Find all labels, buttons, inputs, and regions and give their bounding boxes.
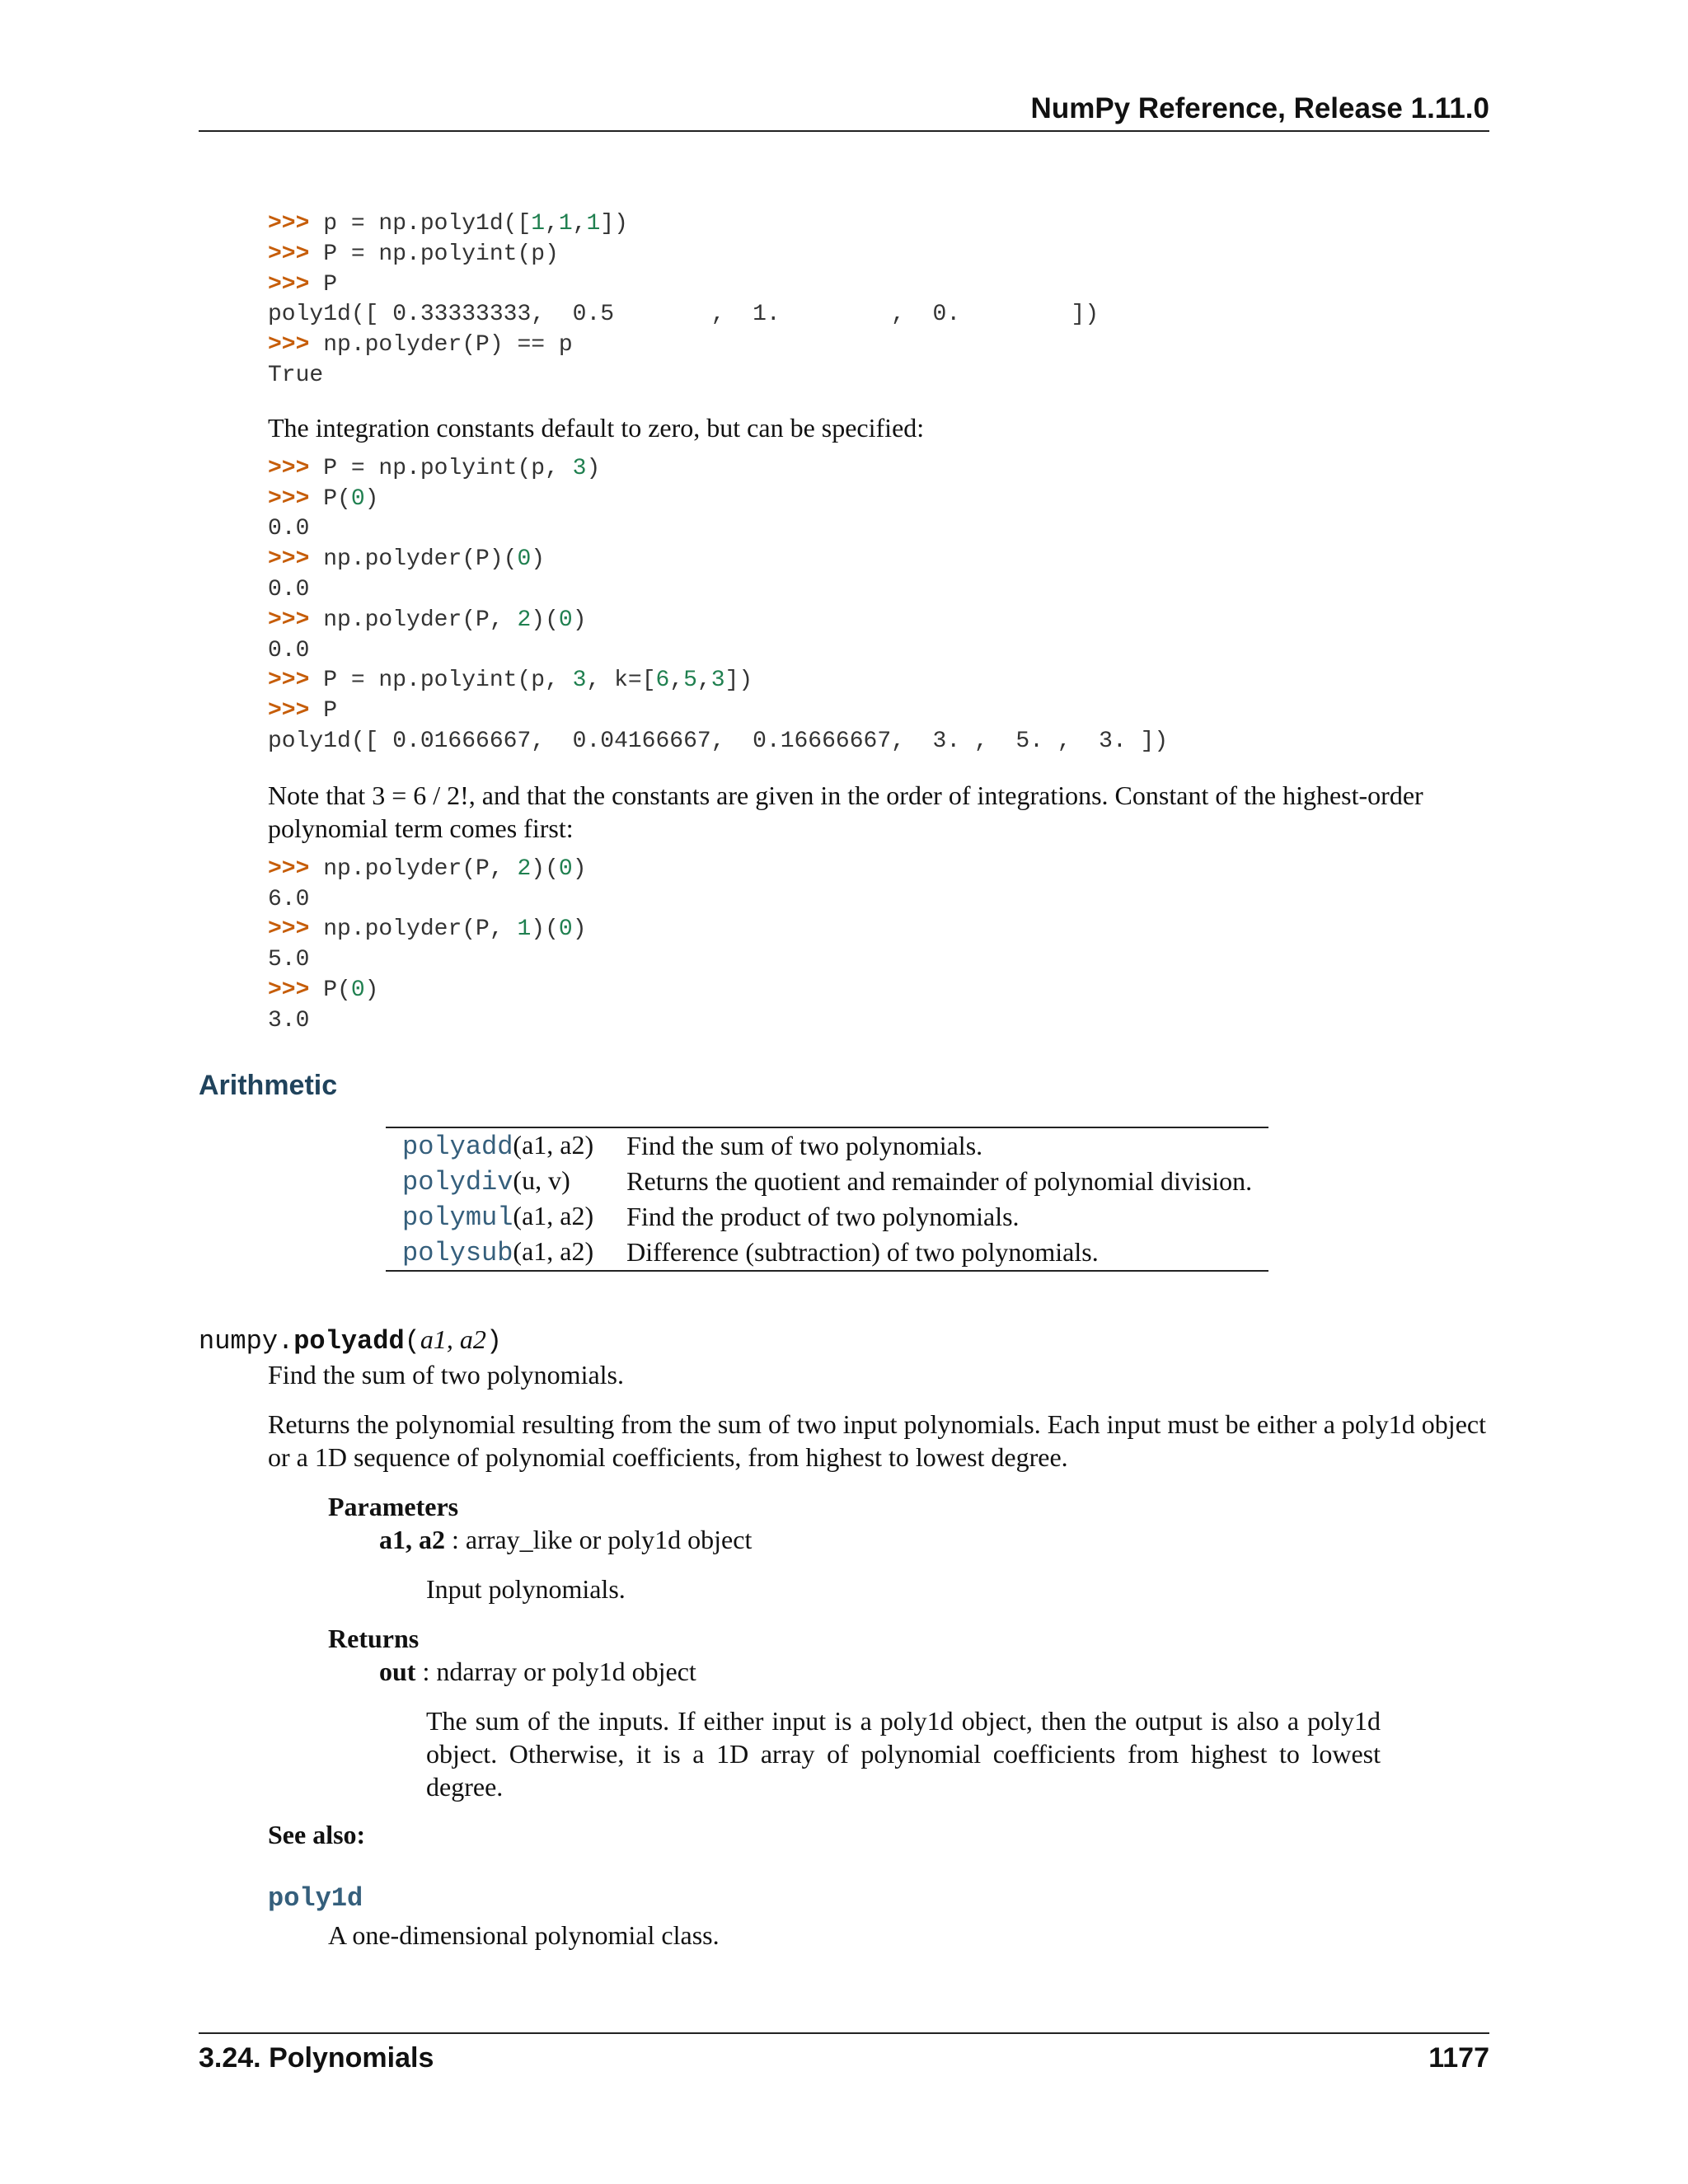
function-link-polysub[interactable]: polysub <box>402 1237 513 1268</box>
signature-args: a1, a2 <box>420 1324 486 1354</box>
function-cell <box>386 1164 610 1199</box>
function-body <box>268 1358 1489 1952</box>
signature-name: polyadd <box>293 1325 405 1357</box>
note-paragraph: Note that 3 = 6 / 2!, and that the constants are given in the order of integrations. Constant of the highest-order polynomial term comes first: <box>268 780 1423 843</box>
intro-paragraph: The integration constants default to zero, but can be specified: <box>268 412 925 443</box>
function-description: Find the sum of two polynomials. <box>626 1131 983 1161</box>
parameters-heading: Parameters <box>328 1491 459 1521</box>
footer-page-number: 1177 <box>1428 2042 1489 2074</box>
signature-open-paren: ( <box>404 1325 420 1357</box>
see-also-description: A one-dimensional polynomial class. <box>328 1919 720 1950</box>
signature-module: numpy. <box>199 1325 294 1357</box>
table-row <box>386 1199 1268 1235</box>
parameter-type: array_like or poly1d object <box>465 1524 753 1554</box>
summary-line: Find the sum of two polynomials. <box>268 1359 624 1390</box>
function-cell <box>386 1127 610 1164</box>
section-title: Arithmetic <box>199 1069 338 1101</box>
function-description: Difference (subtraction) of two polynomials. <box>626 1237 1099 1268</box>
signature-close-paren: ) <box>485 1325 503 1357</box>
return-type: ndarray or poly1d object <box>436 1656 696 1686</box>
parameter-description: Input polynomials. <box>426 1573 626 1604</box>
page-content <box>199 209 1489 1952</box>
function-description: Find the product of two polynomials. <box>626 1202 1020 1232</box>
function-cell <box>386 1199 610 1235</box>
parameter-name: a1, a2 <box>379 1524 445 1554</box>
see-also-entry <box>268 1882 1489 1919</box>
function-link-polymul[interactable]: polymul <box>402 1202 513 1233</box>
parameter-entry <box>379 1523 1489 1556</box>
summary-table <box>386 1127 1268 1272</box>
page-footer <box>199 2032 1489 2074</box>
description-paragraph: Returns the polynomial resulting from the sum of two input polynomials. Each input must be either a poly1d object or a 1D sequence of polynomial coefficients, from highest to lowest degree. <box>268 1408 1486 1472</box>
code-block-3: >>> np.polyder(P, 2)(0) 6.0 >>> np.polyder(P, 1)(0) 5.0 >>> P(0) 3.0 <box>268 855 587 1033</box>
table-row <box>386 1235 1268 1271</box>
see-also-heading: See also: <box>268 1819 366 1849</box>
header-title: NumPy Reference, Release 1.11.0 <box>1030 92 1489 124</box>
return-name: out <box>379 1656 416 1686</box>
returns-heading: Returns <box>328 1623 420 1653</box>
table-row <box>386 1164 1268 1199</box>
page-header <box>199 91 1489 132</box>
function-description: Returns the quotient and remainder of polynomial division. <box>626 1166 1253 1197</box>
parameter-sep: : <box>445 1524 466 1554</box>
function-link-polyadd[interactable]: polyadd <box>402 1131 513 1162</box>
table-row <box>386 1127 1268 1164</box>
function-args: (a1, a2) <box>513 1200 594 1230</box>
function-cell <box>386 1235 610 1271</box>
function-args: (u, v) <box>513 1165 570 1195</box>
function-signature <box>199 1323 1489 1358</box>
field-list <box>328 1490 1489 1803</box>
code-block-2: >>> P = np.polyint(p, 3) >>> P(0) 0.0 >>> np.polyder(P)(0) 0.0 >>> np.polyder(P, 2)(0) 0.0 >>> P = np.polyint(p, 3, k=[6,5,3]) >>> P poly1d([ 0.01666667, 0.04166667, 0.16666667, 3. , 5. , 3. ]) <box>268 455 1169 754</box>
function-link-polydiv[interactable]: polydiv <box>402 1166 513 1197</box>
see-also-link-poly1d[interactable]: poly1d <box>268 1882 363 1914</box>
return-sep: : <box>415 1656 437 1686</box>
function-args: (a1, a2) <box>513 1129 594 1160</box>
return-entry <box>379 1655 1489 1688</box>
code-block-1: >>> p = np.poly1d([1,1,1]) >>> P = np.polyint(p) >>> P poly1d([ 0.33333333, 0.5 , 1. , 0. ]) >>> np.polyder(P) == p True <box>268 211 1100 388</box>
return-description: The sum of the inputs. If either input is a poly1d object, then the output is also a poly1d object. Otherwise, it is a 1D array of polynomial coefficients from highest to lowest degree. <box>426 1705 1381 1802</box>
footer-section: 3.24. Polynomials <box>199 2042 434 2074</box>
function-args: (a1, a2) <box>513 1235 594 1266</box>
